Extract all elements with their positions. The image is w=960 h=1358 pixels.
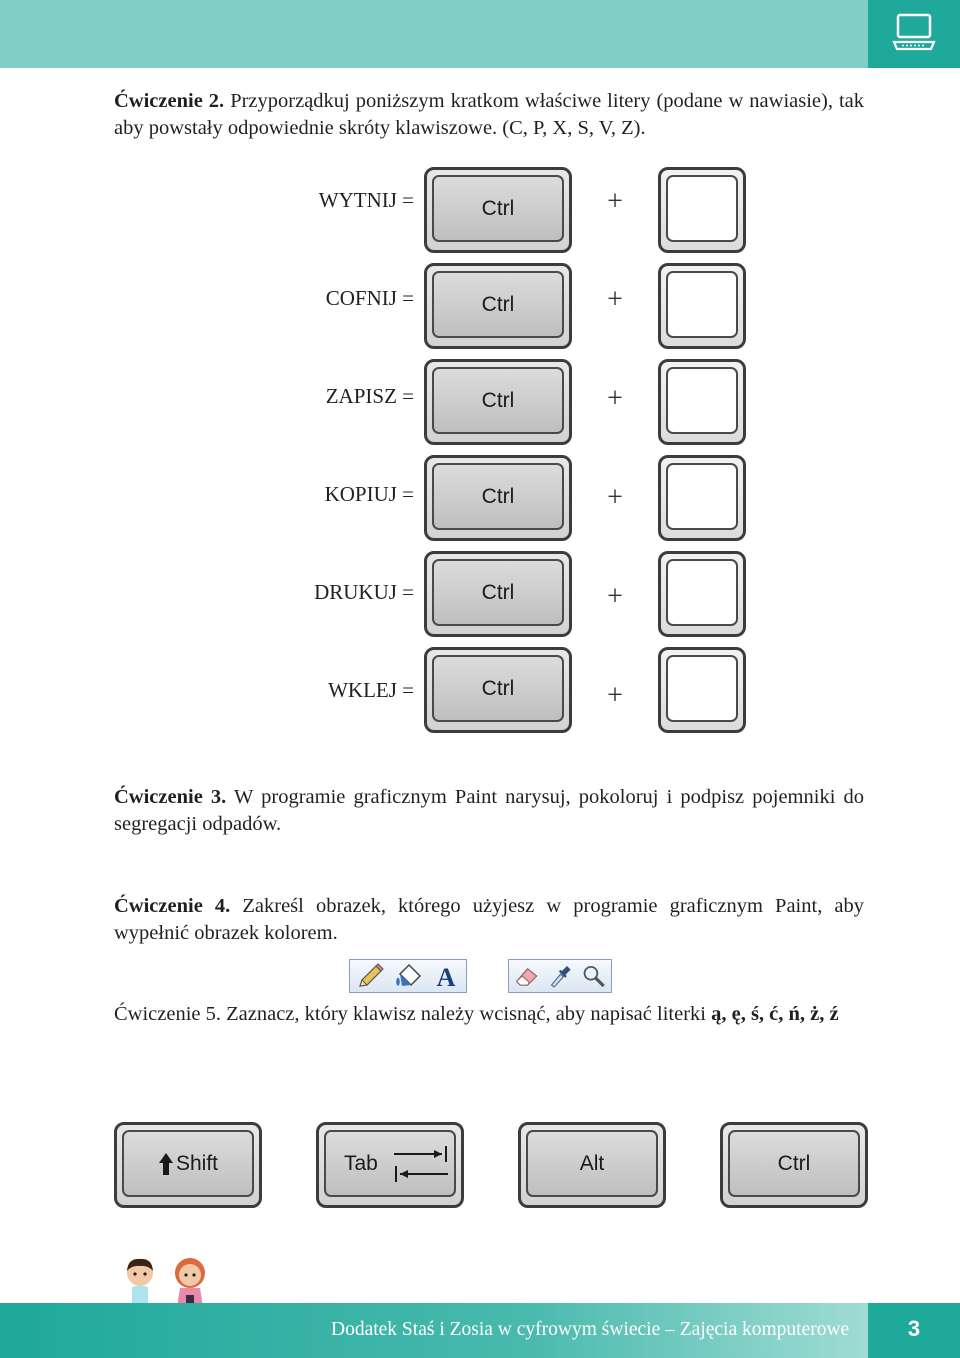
shift-key-label: Shift [175,1151,219,1175]
exercise-2-instruction [114,88,864,142]
ctrl-key-label: Ctrl [432,175,564,242]
ctrl-key-label: Ctrl [432,271,564,338]
exercise-4-text: Zakreśl obrazek, którego użyjesz w programie graficznym Paint, aby wypełnić obrazek kolorem. [114,895,865,944]
paint-tools-group-1 [349,959,467,993]
shift-key[interactable] [114,1122,262,1208]
ctrl-key [424,551,572,637]
shortcut-label-save: ZAPISZ = [325,384,414,408]
header-bar [0,0,868,68]
exercise-3-instruction [114,784,864,838]
plus-sign: + [607,581,623,612]
shortcut-label-print: DRUKUJ = [314,580,414,604]
plus-sign: + [607,383,623,414]
ctrl-key-label: Ctrl [432,655,564,722]
ctrl-key-label: Ctrl [432,367,564,434]
ctrl-key-label: Ctrl [432,559,564,626]
page-number: 3 [907,1316,921,1341]
shortcut-label-copy: KOPIUJ = [324,482,414,506]
answer-box-print[interactable] [658,551,746,637]
magnifier-icon[interactable] [580,962,607,990]
plus-sign: + [607,680,623,711]
plus-sign: + [607,482,623,513]
exercise-2-text: Przyporządkuj poniższym kratkom właściwe litery (podane w nawiasie), tak aby powstały odpowiednie skróty klawiszowe. (C, P, X, S, V, Z). [114,90,865,139]
color-picker-icon[interactable] [546,962,573,990]
answer-box-copy[interactable] [658,455,746,541]
answer-box-cut[interactable] [658,167,746,253]
alt-key-label: Alt [526,1130,658,1197]
tab-key-label: Tab [344,1151,378,1175]
exercise-3-text: W programie graficznym Paint narysuj, pokoloruj i podpisz pojemniki do segregacji odpadów. [114,786,864,835]
exercise-4-instruction [114,893,864,947]
answer-box-save[interactable] [658,359,746,445]
paint-tools-group-2 [508,959,612,993]
shortcut-label-paste: WKLEJ = [328,678,414,702]
ctrl-key [424,647,572,733]
plus-sign: + [607,284,623,315]
pencil-icon[interactable] [354,962,386,990]
footer-title: Dodatek Staś i Zosia w cyfrowym świecie – Zajęcia komputerowe [331,1319,850,1340]
laptop-icon [892,12,936,52]
answer-box-paste[interactable] [658,647,746,733]
plus-sign: + [607,186,623,217]
ctrl-key-answer[interactable] [720,1122,868,1208]
exercise-5-instruction [114,1001,864,1028]
tab-arrows-icon [390,1142,452,1186]
shortcut-label-cut: WYTNIJ = [318,188,414,212]
answer-box-undo[interactable] [658,263,746,349]
ctrl-key [424,359,572,445]
tab-key[interactable] [316,1122,464,1208]
text-tool-icon[interactable] [430,962,462,990]
ctrl-key-answer-label: Ctrl [728,1130,860,1197]
exercise-3-title: Ćwiczenie 3. [114,786,227,808]
exercise-4-title: Ćwiczenie 4. [114,895,231,917]
ctrl-key [424,167,572,253]
fill-bucket-icon[interactable] [392,962,424,990]
exercise-2-title: Ćwiczenie 2. [114,90,225,112]
ctrl-key [424,263,572,349]
ctrl-key-label: Ctrl [432,463,564,530]
ctrl-key [424,455,572,541]
shift-arrow-icon [158,1152,174,1176]
shortcut-label-undo: COFNIJ = [325,286,414,310]
exercise-5-letters: ą, ę, ś, ć, ń, ż, ź [711,1003,839,1025]
svg-text:A: A [436,963,456,990]
alt-key[interactable] [518,1122,666,1208]
exercise-5-text: Ćwiczenie 5. Zaznacz, który klawisz należy wcisnąć, aby napisać literki [114,1003,706,1025]
eraser-icon[interactable] [513,962,540,990]
